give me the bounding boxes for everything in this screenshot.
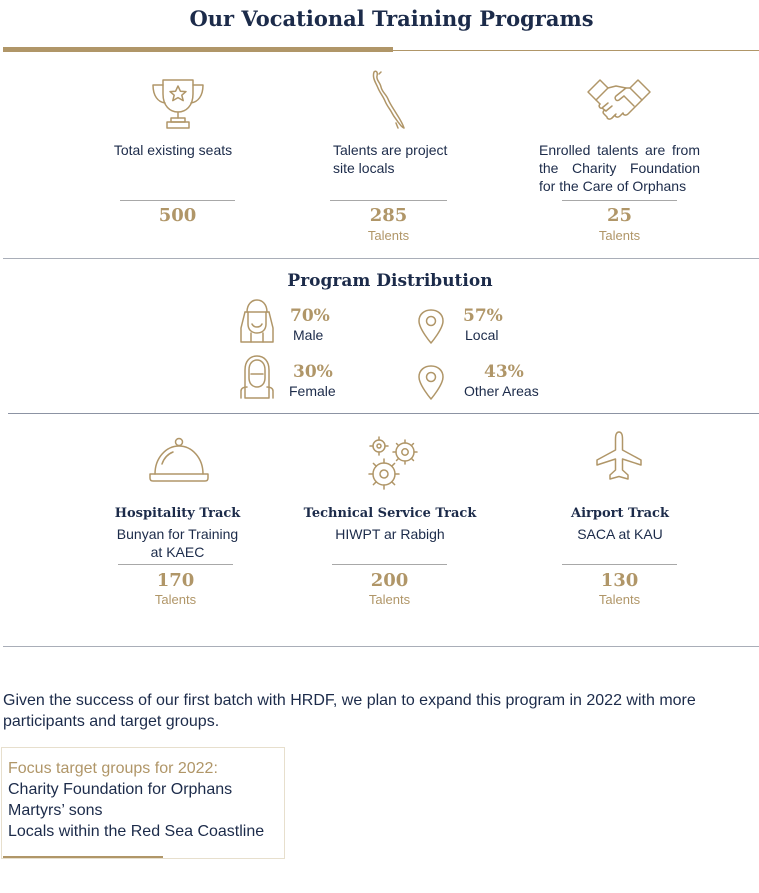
page-title: Our Vocational Training Programs <box>189 6 594 31</box>
stat-text-seats: Total existing seats <box>113 142 233 158</box>
stat-text-orphans: Enrolled talents are from the Charity Foundation for the Care of Orphans <box>539 142 700 194</box>
distribution-label-female: Female <box>289 383 336 399</box>
stat-unit-orphans: Talents <box>598 228 641 243</box>
track-unit-airport: Talents <box>598 592 641 607</box>
location-pin-icon <box>416 364 446 402</box>
gears-icon <box>364 432 424 494</box>
focus-box-accent <box>3 856 163 858</box>
food-cloche-icon <box>148 436 210 484</box>
track-title-airport: Airport Track <box>571 506 669 521</box>
section-divider <box>3 258 759 259</box>
title-underline <box>393 50 759 51</box>
distribution-label-other: Other Areas <box>464 383 539 399</box>
focus-group-item: Martyrs’ sons <box>8 802 103 819</box>
stat-divider <box>332 564 447 565</box>
distribution-label-male: Male <box>293 327 324 343</box>
location-pin-icon <box>416 308 446 346</box>
track-value-hospitality: 170 <box>156 570 195 591</box>
track-provider-hospitality: Bunyan for Training at KAEC <box>116 526 239 560</box>
airplane-icon <box>594 430 644 482</box>
coastline-map-icon <box>368 68 412 132</box>
stat-value-seats: 500 <box>158 205 197 226</box>
stat-unit-locals: Talents <box>367 228 410 243</box>
distribution-percent-local: 57% <box>463 306 503 326</box>
stat-divider <box>562 564 677 565</box>
male-person-icon <box>238 298 276 344</box>
distribution-percent-male: 70% <box>290 306 330 326</box>
stat-divider <box>562 200 677 201</box>
track-provider-technical: HIWPT ar Rabigh <box>335 526 445 542</box>
expansion-paragraph: Given the success of our first batch with HRDF, we plan to expand this program in 2022 with more participants and target groups. <box>3 692 696 730</box>
trophy-icon <box>148 76 208 132</box>
handshake-icon <box>586 76 652 130</box>
distribution-percent-other: 43% <box>484 362 524 382</box>
stat-value-orphans: 25 <box>606 205 633 226</box>
track-unit-hospitality: Talents <box>154 592 197 607</box>
stat-value-locals: 285 <box>369 205 408 226</box>
distribution-percent-female: 30% <box>293 362 333 382</box>
stat-text-locals: Talents are project site locals <box>333 142 448 176</box>
stat-divider <box>330 200 447 201</box>
title-underline-accent <box>3 47 393 52</box>
stat-divider <box>120 200 235 201</box>
female-person-icon <box>238 354 276 400</box>
track-value-airport: 130 <box>600 570 639 591</box>
section-divider <box>8 413 759 414</box>
track-title-hospitality: Hospitality Track <box>114 506 241 521</box>
stat-divider <box>118 564 233 565</box>
track-value-technical: 200 <box>370 570 409 591</box>
distribution-label-local: Local <box>465 327 499 343</box>
distribution-title: Program Distribution <box>287 271 493 291</box>
focus-group-item: Charity Foundation for Orphans <box>8 781 233 798</box>
focus-groups-title: Focus target groups for 2022: <box>8 760 218 777</box>
track-unit-technical: Talents <box>368 592 411 607</box>
track-provider-airport: SACA at KAU <box>577 526 663 542</box>
focus-group-item: Locals within the Red Sea Coastline <box>8 823 265 840</box>
section-divider <box>3 646 759 647</box>
track-title-technical: Technical Service Track <box>303 506 477 521</box>
